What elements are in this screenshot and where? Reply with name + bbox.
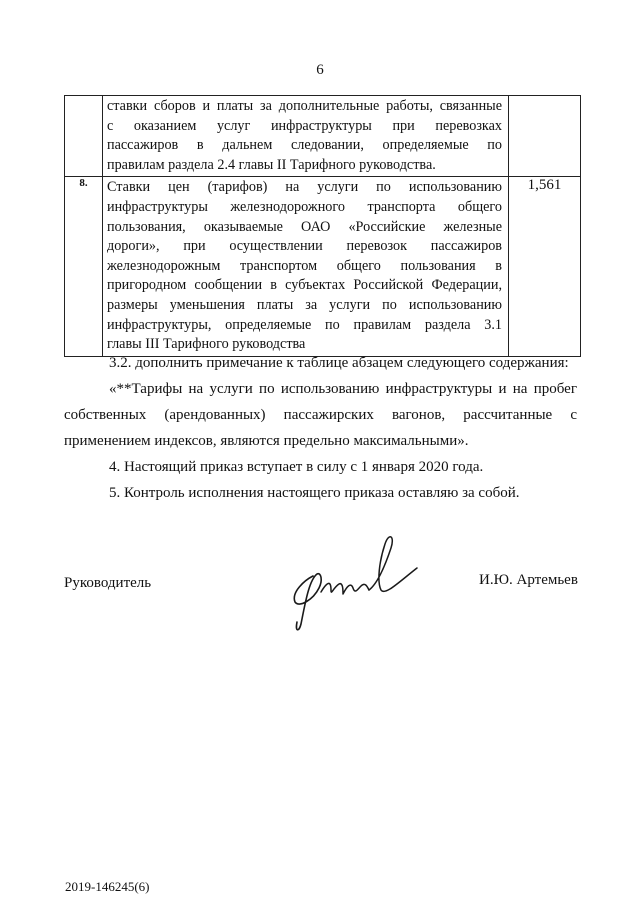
document-number: 2019-146245(6): [65, 879, 150, 894]
description-line: правилам раздела 2.4 главы II Тарифного руководства.: [107, 156, 436, 173]
row-value-cell: [509, 96, 581, 177]
row-description-cell: [103, 96, 509, 177]
table-row: [65, 177, 581, 356]
signer-name: И.Ю. Артемьев: [479, 572, 578, 588]
table-row: [65, 96, 581, 177]
row-description-cell: [103, 177, 509, 356]
description-line: дороги», при осуществлении перевозок пассажиров: [107, 238, 502, 255]
row-number-cell: 8.: [65, 177, 103, 356]
description-line: размеры уменьшения платы за услуги по использованию: [107, 296, 502, 313]
description-line: ставки сборов и платы за дополнительные работы, связанные: [107, 98, 502, 114]
page-number: 6: [316, 62, 324, 78]
description-line: пригородном сообщении в субъектах Российской Федерации,: [107, 277, 502, 294]
description-line: с оказанием услуг инфраструктуры при перевозках: [107, 117, 502, 134]
paragraph-3-2: 3.2. дополнить примечание к таблице абзацем следующего содержания:: [109, 355, 569, 371]
description-line: инфраструктуры, определяемые по правилам раздела 3.1: [107, 316, 502, 333]
description-line: пассажиров в дальнем следовании, определяемые по: [107, 137, 502, 154]
description-line: Ставки цен (тарифов) на услуги по использованию: [107, 179, 502, 196]
description-line: железнодорожным транспортом общего пользования в: [107, 257, 502, 274]
paragraph-4: 4. Настоящий приказ вступает в силу с 1 января 2020 года.: [109, 459, 484, 475]
signer-title: Руководитель: [64, 575, 152, 591]
quote-paragraph-line: применением индексов, являются предельно максимальными».: [64, 433, 469, 449]
row-value-cell: 1,561: [509, 177, 581, 356]
quote-paragraph-line: собственных (арендованных) пассажирских вагонов, рассчитанные с: [64, 407, 577, 423]
row-number-cell: [65, 96, 103, 177]
description-line: пользования, оказываемые ОАО «Российские железные: [107, 218, 502, 235]
quote-paragraph-line: «**Тарифы на услуги по использованию инфраструктуры и на пробег: [109, 381, 577, 397]
tariff-table: [64, 95, 581, 357]
description-line: инфраструктуры железнодорожного транспорта общего: [107, 198, 502, 215]
description-line: главы III Тарифного руководства: [107, 336, 306, 353]
paragraph-5: 5. Контроль исполнения настоящего приказа оставляю за собой.: [109, 485, 520, 501]
handwritten-signature: [283, 526, 423, 636]
